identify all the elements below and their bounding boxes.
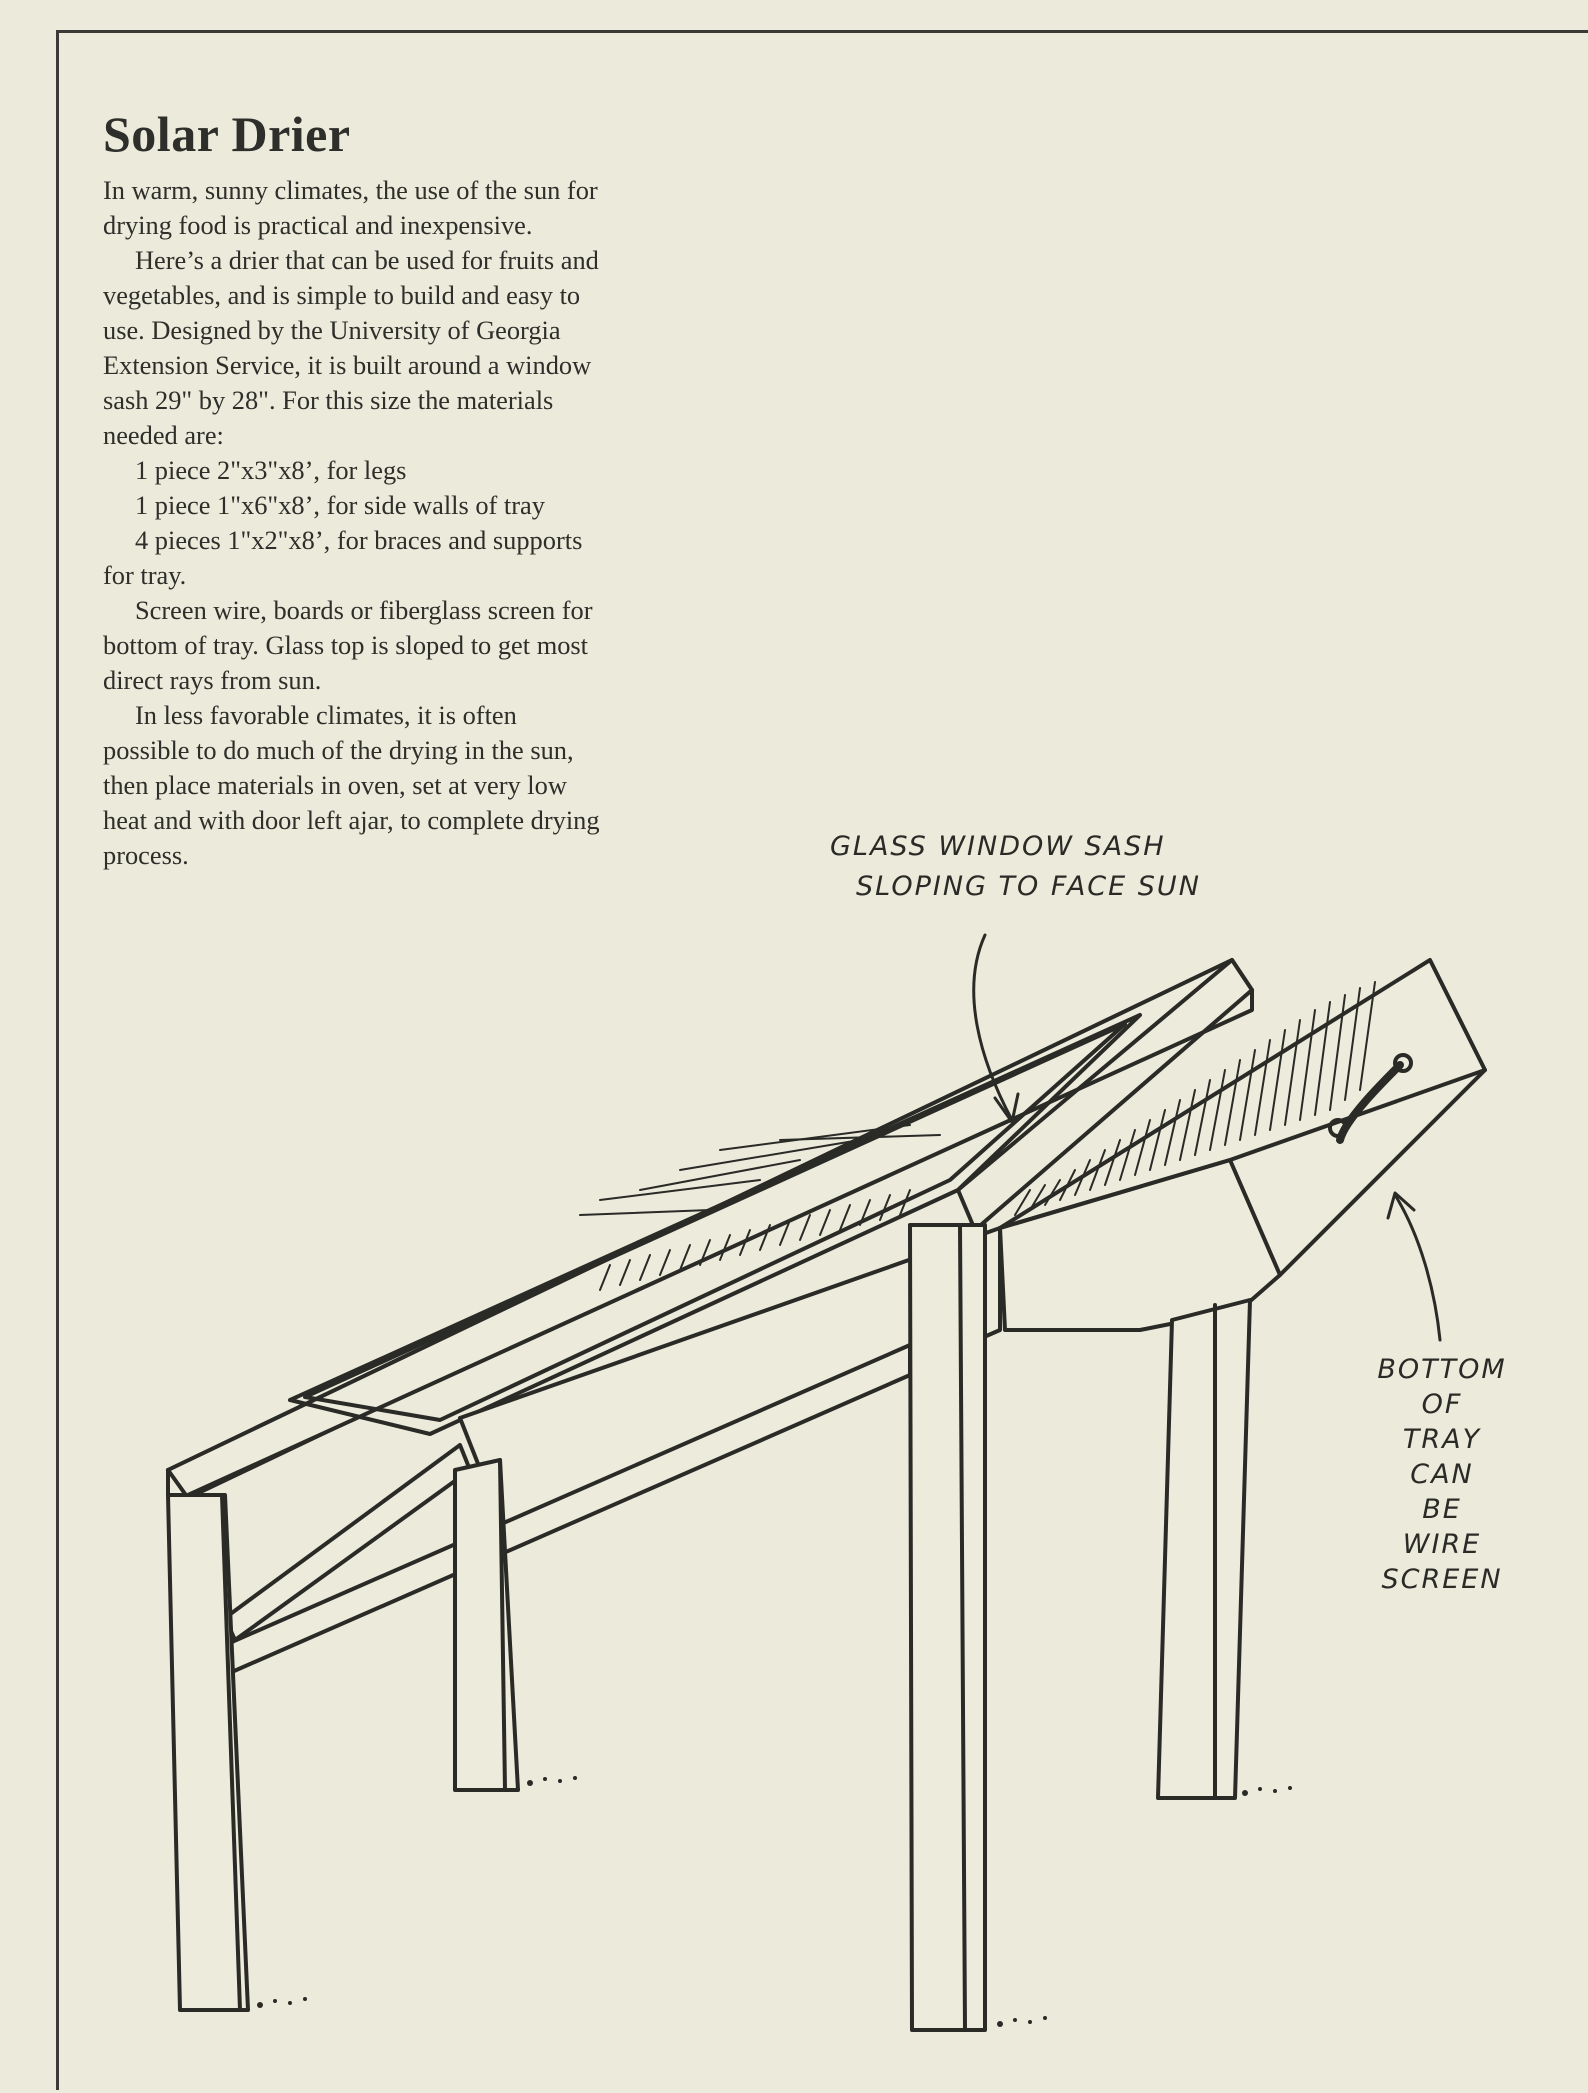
label-bottom-line: BOTTOM bbox=[1377, 1354, 1507, 1385]
paragraph-intro: In warm, sunny climates, the use of the sun for drying food is practical and inexpensive. bbox=[103, 175, 598, 240]
label-bottom-line: TRAY bbox=[1402, 1424, 1482, 1455]
label-tray-bottom bbox=[1372, 1352, 1512, 1597]
front-left-leg bbox=[168, 1495, 248, 2010]
article-title: Solar Drier bbox=[103, 106, 351, 162]
arrow-tray-bottom bbox=[1388, 1193, 1440, 1340]
back-right-leg bbox=[1158, 1300, 1250, 1798]
front-right-leg bbox=[910, 1225, 985, 2030]
label-glass-window-sash bbox=[830, 827, 1201, 907]
label-glass-line1: GLASS WINDOW SASH bbox=[830, 831, 1166, 862]
label-bottom-line: BE bbox=[1422, 1494, 1462, 1525]
material-side-walls: 1 piece 1"x6"x8’, for side walls of tray bbox=[135, 490, 545, 520]
label-bottom-line: SCREEN bbox=[1381, 1564, 1503, 1595]
label-bottom-line: CAN bbox=[1410, 1459, 1474, 1490]
label-glass-line2: SLOPING TO FACE SUN bbox=[856, 871, 1201, 902]
material-legs: 1 piece 2"x3"x8’, for legs bbox=[135, 455, 407, 485]
label-bottom-line: WIRE bbox=[1402, 1529, 1482, 1560]
grass-tufts bbox=[257, 1776, 1292, 2027]
label-bottom-line: OF bbox=[1421, 1389, 1463, 1420]
paragraph-description: Here’s a drier that can be used for fruits and vegetables, and is simple to build and easy to use. Designed by the University of Georgia Extension Service, it is built around a window sash 29" by 28". For this size the materials needed are: bbox=[103, 245, 599, 450]
paragraph-climates: In less favorable climates, it is often possible to do much of the drying in the sun, then place materials in oven, set at very low heat and with door left ajar, to complete drying process. bbox=[103, 700, 600, 870]
paragraph-screen: Screen wire, boards or fiberglass screen for bottom of tray. Glass top is sloped to get most direct rays from sun. bbox=[103, 595, 593, 695]
material-braces: 4 pieces 1"x2"x8’, for braces and supports for tray. bbox=[103, 525, 583, 590]
